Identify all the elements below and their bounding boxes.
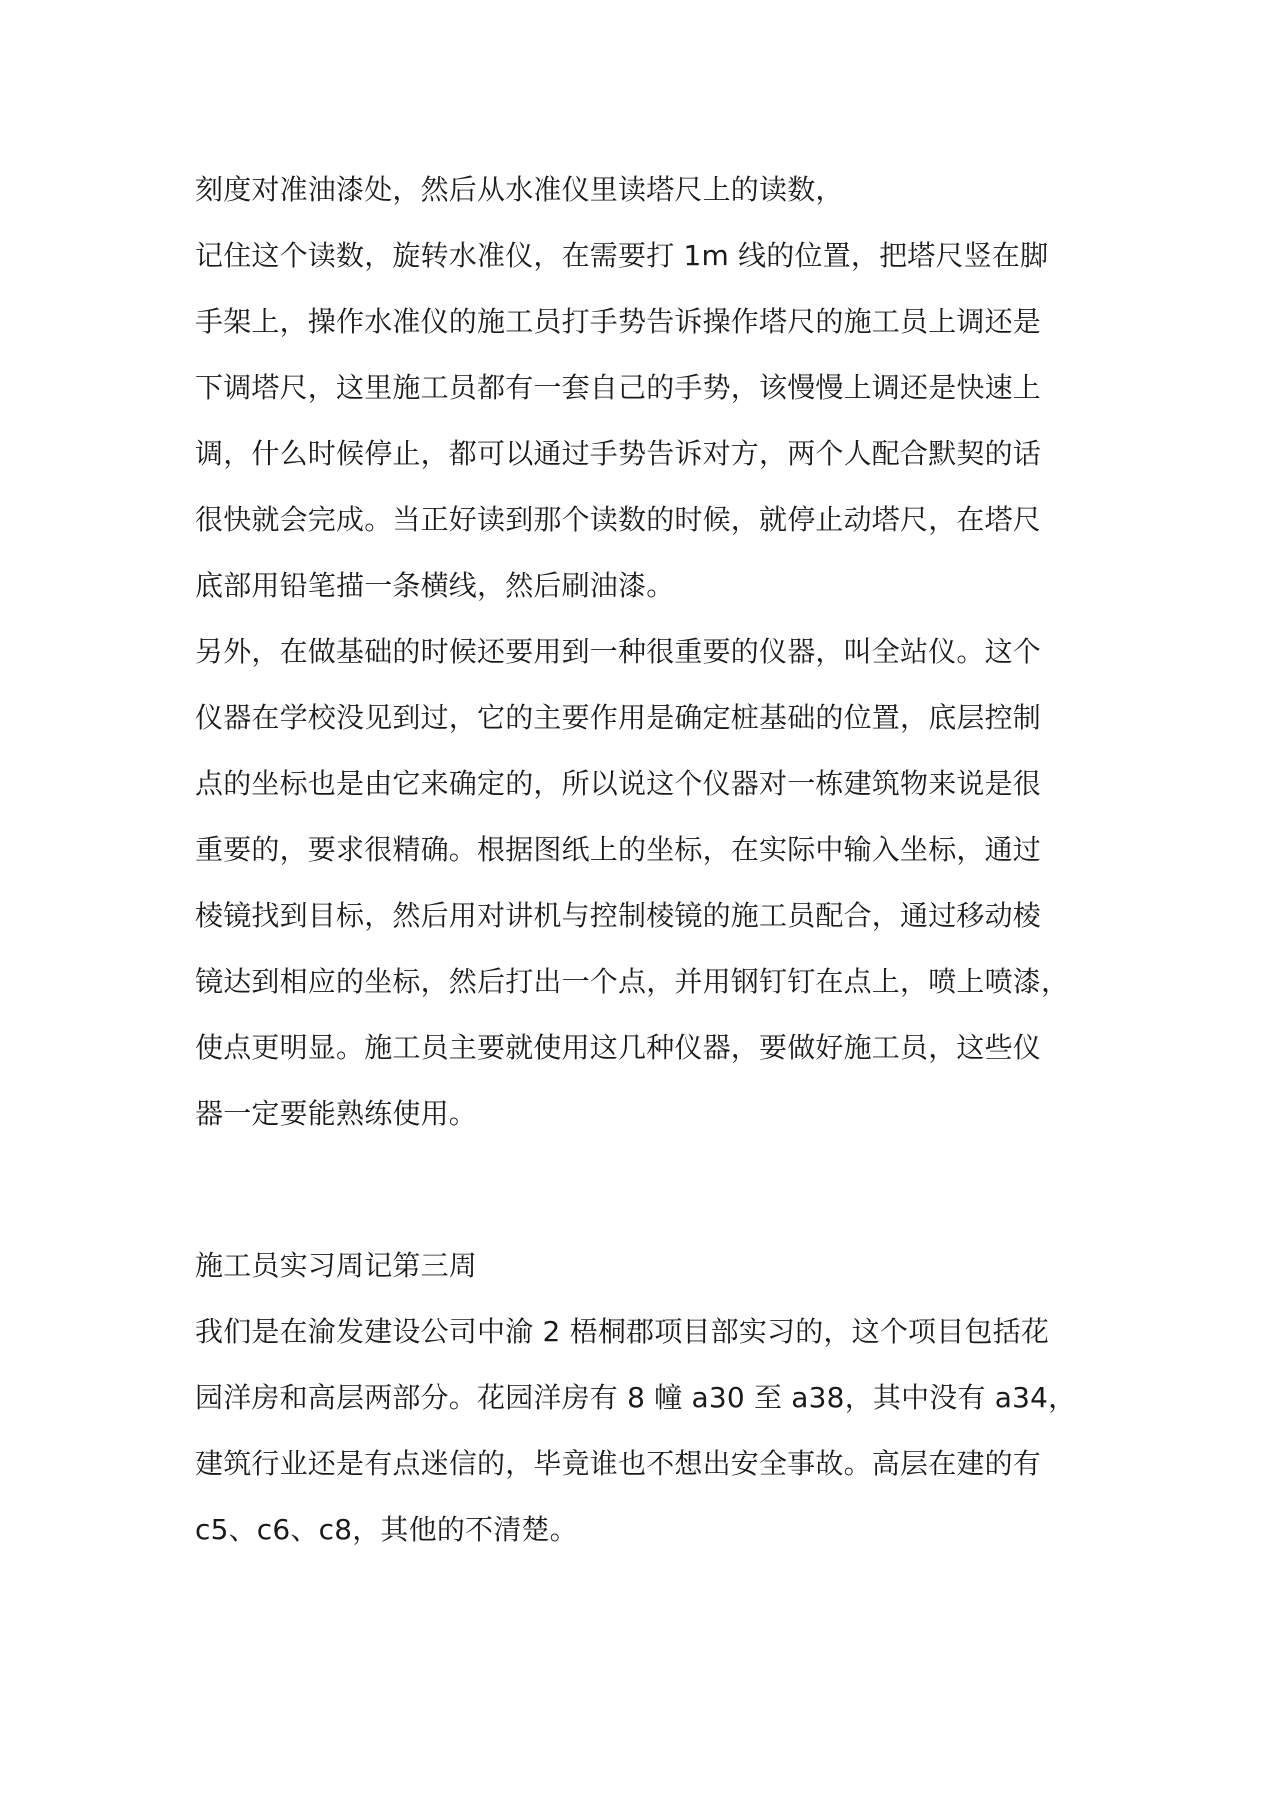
- paragraph-2-line-1: 记住这个读数，旋转水准仪，在需要打 1m 线的位置，把塔尺竖在脚: [195, 239, 1049, 272]
- paragraph-2-line-2: 手架上，操作水准仪的施工员打手势告诉操作塔尺的施工员上调还是: [195, 305, 1042, 338]
- paragraph-2-line-4: 调，什么时候停止，都可以通过手势告诉对方，两个人配合默契的话: [195, 437, 1042, 470]
- section-heading: 施工员实习周记第三周: [195, 1249, 478, 1282]
- paragraph-4-line-3: 建筑行业还是有点迷信的，毕竟谁也不想出安全事故。高层在建的有: [195, 1447, 1042, 1480]
- paragraph-3-line-3: 点的坐标也是由它来确定的，所以说这个仪器对一栋建筑物来说是很: [195, 767, 1042, 800]
- paragraph-3-line-8: 器一定要能熟练使用。: [195, 1097, 478, 1130]
- paragraph-2-line-3: 下调塔尺，这里施工员都有一套自己的手势，该慢慢上调还是快速上: [195, 371, 1042, 404]
- paragraph-4-line-1: 我们是在渝发建设公司中渝 2 梧桐郡项目部实习的，这个项目包括花: [195, 1315, 1050, 1348]
- paragraph-4-line-2: 园洋房和高层两部分。花园洋房有 8 幢 a30 至 a38，其中没有 a34，: [195, 1381, 1077, 1414]
- paragraph-3-line-6: 镜达到相应的坐标，然后打出一个点，并用钢钉钉在点上，喷上喷漆，: [195, 965, 1070, 998]
- paragraph-1-line-1: 刻度对准油漆处，然后从水准仪里读塔尺上的读数，: [195, 173, 844, 206]
- paragraph-4-line-4: c5、c6、c8，其他的不清楚。: [195, 1513, 578, 1546]
- paragraph-3-line-1: 另外，在做基础的时候还要用到一种很重要的仪器，叫全站仪。这个: [195, 635, 1042, 668]
- paragraph-2-line-5: 很快就会完成。当正好读到那个读数的时候，就停止动塔尺，在塔尺: [195, 503, 1042, 536]
- paragraph-3-line-5: 棱镜找到目标，然后用对讲机与控制棱镜的施工员配合，通过移动棱: [195, 899, 1042, 932]
- paragraph-2-line-6: 底部用铅笔描一条横线，然后刷油漆。: [195, 569, 675, 602]
- paragraph-3-line-4: 重要的，要求很精确。根据图纸上的坐标，在实际中输入坐标，通过: [195, 833, 1042, 866]
- paragraph-3-line-2: 仪器在学校没见到过，它的主要作用是确定桩基础的位置，底层控制: [195, 701, 1042, 734]
- paragraph-3-line-7: 使点更明显。施工员主要就使用这几种仪器，要做好施工员，这些仪: [195, 1031, 1042, 1064]
